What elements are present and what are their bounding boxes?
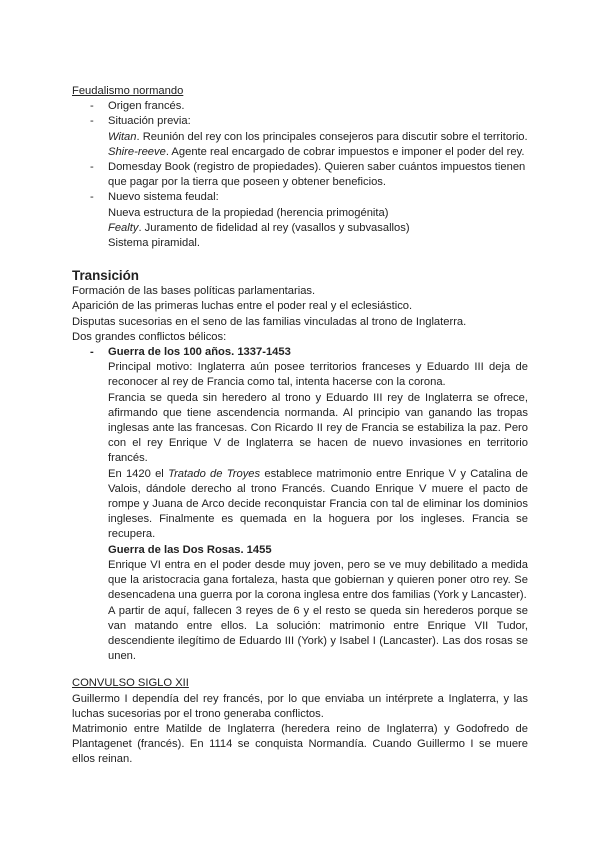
list-item: - Origen francés. [90, 99, 528, 114]
paragraph: Dos grandes conflictos bélicos: [72, 330, 227, 343]
list-item: - Nuevo sistema feudal: Nueva estructura de la propiedad (herencia primogénita) Fealty. Juramento de fidelidad al rey (vasallos y subvasallos) Sistema piramidal. [90, 190, 528, 251]
term-tratado-troyes: Tratado de Troyes [168, 467, 261, 480]
term-shire-reeve: Shire-reeve [108, 145, 166, 158]
list-item: - Situación previa: Witan. Reunión del rey con los principales consejeros para discutir sobre el territorio. Shire-reeve. Agente real encargado de cobrar impuestos e imponer el poder del rey. [90, 114, 528, 160]
paragraph: En 1420 el Tratado de Troyes establece matrimonio entre Enrique V y Catalina de Valois, dándole derecho al trono Francés. Cuando Enrique V muere el pacto de rompe y Juana de Arco decide reconquistar Francia con tal de eliminar los dominios ingleses. Finalmente es quemada en la hoguera por los ingleses. Francia se recupera. [108, 467, 528, 541]
section-title-convulso: CONVULSO SIGLO XII [72, 677, 189, 690]
paragraph: Disputas sucesorias en el seno de las familias vinculadas al trono de Inglaterra. [72, 315, 467, 328]
paragraph: A partir de aquí, fallecen 3 reyes de 6 y el resto se queda sin herederos porque se van matando entre ellos. La solución: matrimonio entre Enrique VII Tudor, descendiente ilegítimo de Eduardo III (York) y Isabel I (Lancaster). Las dos rosas se unen. [108, 604, 528, 663]
paragraph: Formación de las bases políticas parlamentarias. [72, 285, 316, 298]
war-title: - Guerra de los 100 años. 1337-1453 [108, 346, 291, 359]
paragraph: Aparición de las primeras luchas entre el poder real y el eclesiástico. [72, 300, 413, 313]
paragraph: Enrique VI entra en el poder desde muy joven, pero se ve muy debilitado a medida que la aristocracia gana fortaleza, hasta que gobiernan y quieren poner otro rey. Se desencadena una guerra por la corona inglesa entre dos familias (York y Lancaster). [108, 558, 528, 602]
paragraph: Francia se queda sin heredero al trono y Eduardo III rey de Inglaterra se ofrece, afirmando que tiene ascendencia normanda. Al principio van ganando las tropas inglesas ante las francesas. Con Ricardo II rey de Francia se estabiliza la paz. Pero con el rey Enrique V de Inglaterra se hacen de nuevo invasiones en territorio francés. [108, 391, 528, 465]
feudalismo-list [72, 99, 528, 251]
conflicts-list [72, 345, 528, 664]
paragraph: Matrimonio entre Matilde de Inglaterra (heredera reino de Inglaterra) y Godofredo de Plantagenet (francés). En 1114 se conquista Normandía. Cuando Guillermo I se muere ellos reinan. [72, 722, 528, 766]
war-title: Guerra de las Dos Rosas. 1455 [108, 543, 272, 556]
paragraph: Guillermo I dependía del rey francés, por lo que enviaba un intérprete a Inglaterra, y las luchas sucesorias por el trono generaba conflictos. [72, 692, 528, 720]
term-witan: Witan [108, 130, 137, 143]
list-item: - Domesday Book (registro de propiedades). Quieren saber cuántos impuestos tienen que pagar por la tierra que poseen y obtener beneficios. [90, 160, 528, 190]
term-fealty: Fealty [108, 221, 139, 234]
section-title-feudalismo: Feudalismo normando [72, 85, 184, 97]
list-item-war-100-years [90, 345, 528, 664]
paragraph: Principal motivo: Inglaterra aún posee territorios franceses y Eduardo III deja de reconocer al rey de Francia como tal, intenta hacerse con la corona. [108, 361, 528, 389]
document-content [72, 84, 528, 768]
section-title-transicion: Transición [72, 268, 139, 284]
